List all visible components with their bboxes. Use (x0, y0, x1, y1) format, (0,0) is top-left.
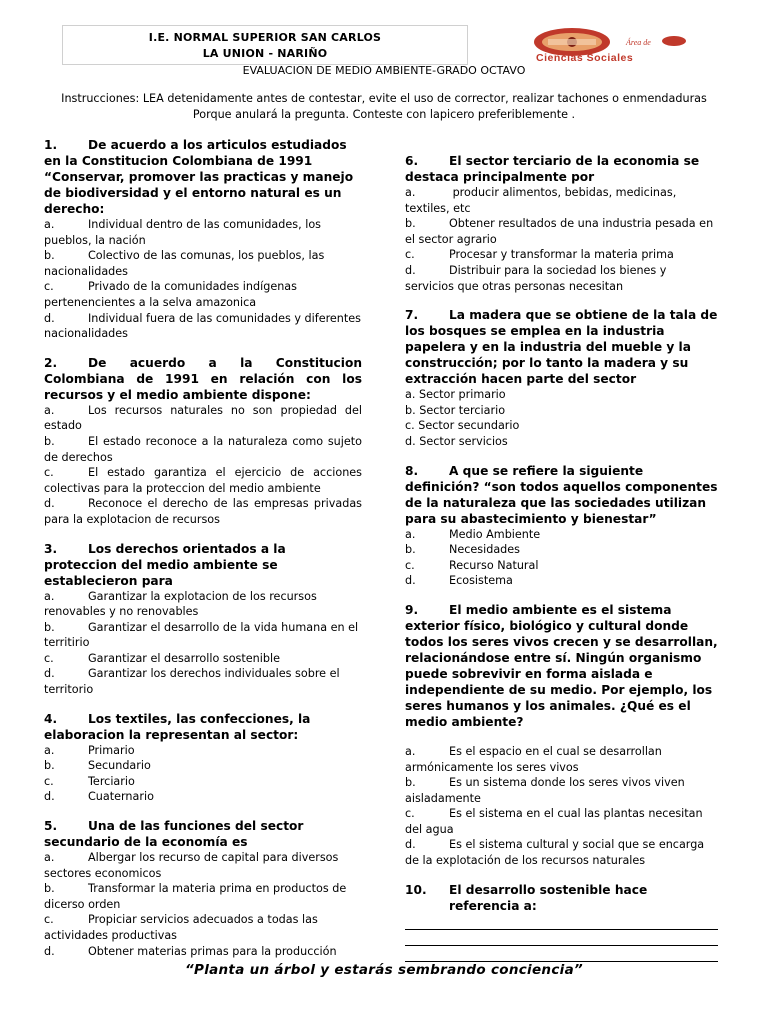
question-text: Una de las funciones del sector secundario de la economía es (44, 819, 304, 850)
question-number: 7. (405, 308, 419, 323)
left-column (44, 137, 362, 959)
option-letter: c. (44, 280, 54, 294)
option-text[interactable]: Garantizar la explotacion de los recursos renovables y no renovables (44, 589, 317, 619)
answer-line[interactable] (405, 914, 718, 930)
option-text[interactable]: Primario (88, 743, 135, 757)
option-text[interactable]: Terciario (88, 774, 135, 788)
option-letter: d. (44, 311, 55, 325)
option-letter: b. (44, 882, 55, 896)
option-text[interactable]: Procesar y transformar la materia prima (449, 248, 674, 262)
logo-band (548, 39, 596, 45)
logo-area-text: Área de (626, 38, 651, 47)
question-number: 3. (44, 541, 58, 556)
option-text[interactable]: Individual dentro de las comunidades, los pueblos, la nación (44, 218, 321, 247)
logo-right-mark (662, 36, 686, 46)
option-letter: b. (44, 620, 55, 634)
option-letter: b. (405, 217, 416, 231)
option-letter: b. (405, 403, 416, 417)
option-text[interactable]: Reconoce el derecho de las empresas privadas para la explotacion de recursos (44, 497, 362, 526)
option-letter: d. (405, 434, 416, 448)
option-line[interactable] (405, 387, 718, 403)
option-letter: a. (44, 589, 55, 603)
question-text: De acuerdo a los articulos estudiados en la Constitucion Colombiana de 1991 “Conservar, promover las practicas y manejo de biodiversidad y el entorno natural es un derecho: (44, 138, 354, 216)
header-box (62, 25, 468, 65)
option-text[interactable]: Obtener materias primas para la producción (88, 944, 337, 958)
footer-motto: “Planta un árbol y estarás sembrando conciencia” (185, 962, 583, 978)
option-text[interactable]: Individual fuera de las comunidades y diferentes nacionalidades (44, 311, 361, 341)
question-text: La madera que se obtiene de la tala de los bosques se emplea en la industria papelera y en la industria del mueble y la construcción; por lo tanto la madera y su extracción hacen parte del sector (405, 308, 718, 387)
option-letter: c. (405, 419, 415, 433)
option-letter: d. (44, 667, 55, 681)
option-letter: c. (44, 466, 54, 480)
question-1 (44, 137, 362, 342)
question-2 (44, 355, 362, 528)
option-letter: c. (44, 774, 54, 788)
question-text: Los derechos orientados a la proteccion del medio ambiente se establecieron para (44, 541, 286, 588)
area-logo (528, 25, 708, 67)
option-text: Sector primario (418, 388, 506, 402)
option-text[interactable]: Es el sistema cultural y social que se encarga de la explotación de los recursos naturales (405, 838, 705, 868)
option-text[interactable]: Cuaternario (88, 790, 154, 804)
question-8 (405, 463, 718, 589)
option-text[interactable]: Ecosistema (449, 574, 513, 588)
question-text: El medio ambiente es el sistema exterior físico, biológico y cultural donde todos los seres vivos crecen y se desarrollan, relacionándose entre sí. Ningún organismo puede sobrevivir en forma aislada e independiente de su medio. Por ejemplo, los seres humanos y los animales. ¿Qué es el medio ambiente? (405, 602, 718, 729)
question-number: 1. (44, 138, 58, 152)
option-text[interactable]: producir alimentos, bebidas, medicinas, textiles, etc (405, 186, 680, 215)
option-text[interactable]: Necesidades (449, 543, 520, 557)
answer-line[interactable] (405, 930, 718, 946)
option-text[interactable]: Recurso Natural (449, 558, 539, 572)
answer-line[interactable] (405, 946, 718, 962)
question-text: El sector terciario de la economia se destaca principalmente por (405, 154, 700, 184)
option-text[interactable]: Garantizar el desarrollo de la vida humana en el territirio (44, 620, 359, 650)
question-number: 9. (405, 602, 419, 617)
option-line[interactable] (405, 418, 718, 434)
option-text[interactable]: Propiciar servicios adecuados a todas las actividades productivas (44, 913, 318, 942)
option-letter: d. (44, 944, 55, 958)
option-line[interactable] (405, 434, 718, 450)
option-letter: c. (44, 651, 54, 665)
evaluation-title: EVALUACION DE MEDIO AMBIENTE-GRADO OCTAVO (242, 64, 526, 77)
question-7 (405, 307, 718, 449)
option-letter: d. (44, 790, 55, 804)
option-letter: c. (405, 558, 415, 572)
option-text[interactable]: Albergar los recurso de capital para diversos sectores economicos (44, 851, 339, 880)
option-text[interactable]: Es un sistema donde los seres vivos viven aisladamente (405, 776, 685, 805)
logo-subject-text: Ciencias Sociales (536, 52, 634, 64)
option-letter: c. (44, 913, 54, 927)
option-letter: b. (44, 249, 55, 263)
school-location: LA UNION - NARIÑO (202, 47, 328, 60)
option-text[interactable]: Medio Ambiente (449, 527, 541, 541)
option-text[interactable]: Garantizar el desarrollo sostenible (88, 651, 280, 665)
question-9 (405, 602, 718, 869)
option-letter: b. (405, 776, 416, 790)
option-text[interactable]: Es el espacio en el cual se desarrollan armónicamente los seres vivos (405, 744, 662, 774)
option-letter: b. (44, 759, 55, 773)
option-text: Sector secundario (418, 419, 520, 433)
option-letter: c. (405, 807, 415, 821)
option-text[interactable]: Secundario (88, 759, 151, 773)
question-4 (44, 711, 362, 805)
school-name: I.E. NORMAL SUPERIOR SAN CARLOS (148, 31, 382, 44)
option-text[interactable]: El estado garantiza el ejercicio de acciones colectivas para la proteccion del medio ambiente (44, 466, 362, 495)
option-text[interactable]: Transformar la materia prima en productos de dicerso orden (44, 882, 347, 911)
question-text: A que se refiere la siguiente definición? “son todos aquellos componentes de la naturaleza que las sociedades utilizan para su abastecimiento y bienestar” (405, 463, 718, 526)
option-text[interactable]: Es el sistema en el cual las plantas necesitan del agua (405, 807, 703, 836)
option-letter: d. (405, 838, 416, 852)
question-5 (44, 818, 362, 959)
option-letter: b. (405, 543, 416, 557)
option-text[interactable]: Distribuir para la sociedad los bienes y servicios que otras personas necesitan (405, 263, 667, 293)
option-letter: a. (44, 403, 55, 417)
question-number: 5. (44, 819, 58, 834)
option-text: Sector servicios (419, 434, 508, 448)
option-text[interactable]: El estado reconoce a la naturaleza como sujeto de derechos (44, 434, 362, 464)
question-3 (44, 541, 362, 698)
option-letter: a. (44, 851, 55, 865)
question-number: 6. (405, 154, 419, 168)
instructions-line-2: Porque anulará la pregunta. Conteste con lapicero preferiblemente . (192, 108, 576, 121)
option-text[interactable]: Obtener resultados de una industria pesada en el sector agrario (405, 217, 714, 246)
option-letter: a. (405, 186, 416, 199)
option-letter: a. (405, 744, 416, 758)
question-10 (405, 882, 718, 962)
question-number: 2. (44, 355, 58, 370)
question-text: De acuerdo a la Constitucion Colombiana de 1991 en relación con los recursos y el medio ambiente dispone: (44, 355, 362, 402)
option-text[interactable]: Garantizar los derechos individuales sobre el territorio (44, 667, 340, 697)
right-column (405, 153, 718, 962)
option-text: Sector terciario (419, 403, 506, 417)
option-letter: d. (405, 574, 416, 588)
option-letter: a. (405, 527, 416, 541)
option-text[interactable]: Los recursos naturales no son propiedad del estado (44, 403, 362, 433)
question-number: 10. (405, 882, 427, 897)
option-letter: b. (44, 434, 55, 448)
question-text: El desarrollo sostenible hace referencia a: (449, 882, 648, 913)
option-letter: d. (405, 263, 416, 277)
question-number: 8. (405, 463, 419, 478)
option-letter: a. (44, 743, 55, 757)
question-number: 4. (44, 711, 58, 726)
option-letter: d. (44, 497, 55, 511)
option-letter: c. (405, 248, 415, 262)
question-6 (405, 153, 718, 294)
option-line[interactable] (405, 403, 718, 419)
option-letter: a. (44, 218, 55, 231)
instructions-line-1: Instrucciones: LEA detenidamente antes de contestar, evite el uso de corrector, realizar tachones o enmendaduras (61, 92, 707, 105)
option-letter: a. (405, 388, 416, 402)
question-text: Los textiles, las confecciones, la elaboracion la representan al sector: (44, 711, 311, 742)
option-text[interactable]: Colectivo de las comunas, los pueblos, las nacionalidades (44, 249, 325, 278)
option-text[interactable]: Privado de la comunidades indígenas pertenencientes a la selva amazonica (44, 280, 297, 309)
